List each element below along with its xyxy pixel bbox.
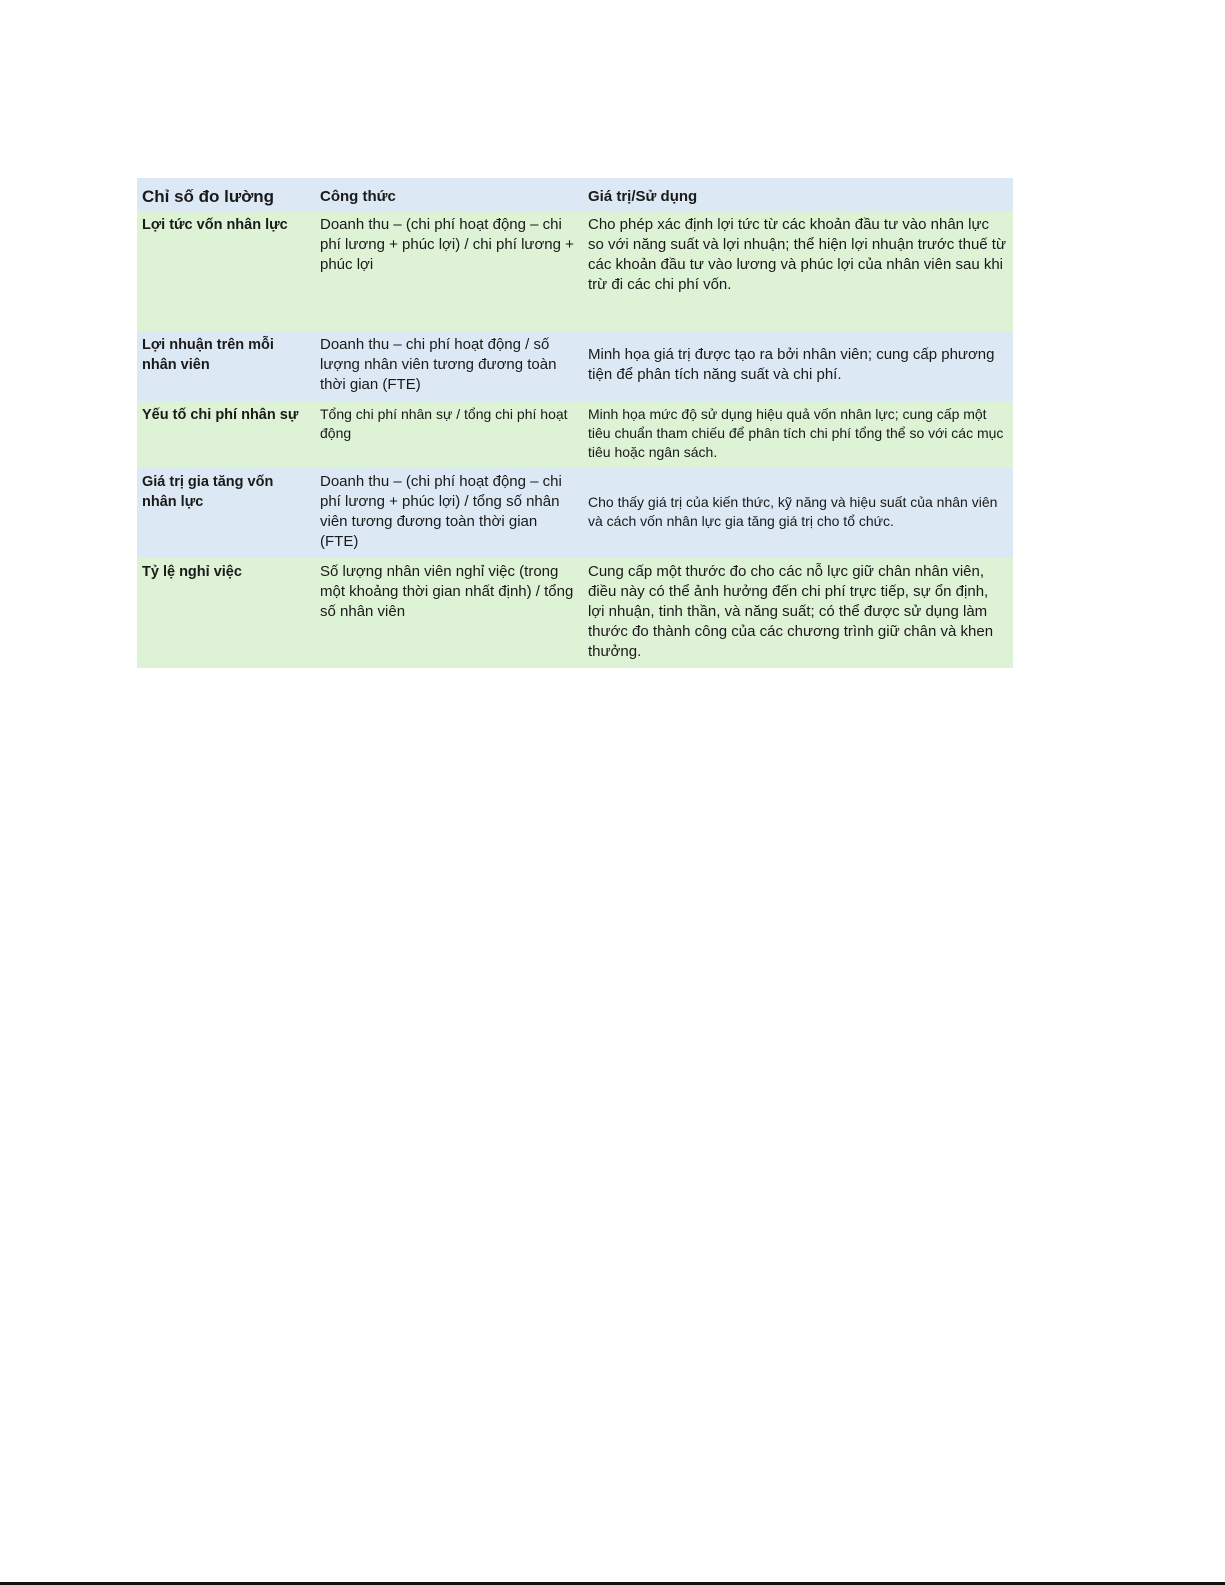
formula-cell: Doanh thu – (chi phí hoạt động – chi phí lương + phúc lợi) / chi phí lương + phúc lợi [320, 216, 574, 273]
table-row [137, 211, 1013, 331]
value-cell: Minh họa mức độ sử dụng hiệu quả vốn nhân lực; cung cấp một tiêu chuẩn tham chiếu để phân tích chi phí tổng thể so với các mục tiêu hoặc ngân sách. [588, 406, 1004, 460]
formula-cell: Tổng chi phí nhân sự / tổng chi phí hoạt động [320, 406, 568, 441]
header-value: Giá trị/Sử dụng [588, 188, 698, 205]
metric-cell: Giá trị gia tăng vốn nhân lực [142, 474, 274, 510]
header-metric: Chỉ số đo lường [142, 187, 275, 206]
table-row [137, 331, 1013, 401]
value-cell: Cho thấy giá trị của kiến thức, kỹ năng và hiệu suất của nhân viên và cách vốn nhân lực gia tăng giá trị cho tổ chức. [588, 494, 998, 529]
value-cell: Minh họa giá trị được tạo ra bởi nhân viên; cung cấp phương tiện để phân tích năng suất và chi phí. [588, 346, 995, 383]
hr-metrics-table-container [137, 178, 1013, 668]
header-formula: Công thức [320, 188, 396, 205]
table-row [137, 401, 1013, 468]
formula-cell: Doanh thu – chi phí hoạt động / số lượng nhân viên tương đương toàn thời gian (FTE) [320, 336, 557, 393]
metric-cell: Tỷ lệ nghỉ việc [142, 564, 242, 580]
formula-cell: Doanh thu – (chi phí hoạt động – chi phí lương + phúc lợi) / tổng số nhân viên tương đương toàn thời gian (FTE) [320, 473, 562, 550]
value-cell: Cho phép xác định lợi tức từ các khoản đầu tư vào nhân lực so với năng suất và lợi nhuận; thể hiện lợi nhuận trước thuế từ các khoản đầu tư vào lương và phúc lợi của nhân viên sau khi trừ đi các chi phí vốn. [588, 216, 1007, 293]
value-cell: Cung cấp một thước đo cho các nỗ lực giữ chân nhân viên, điều này có thể ảnh hưởng đến chi phí trực tiếp, sự ổn định, lợi nhuận, tinh thần, và năng suất; có thể được sử dụng làm thước đo thành công của các chương trình giữ chân và khen thưởng. [588, 563, 994, 660]
table-header-row [137, 178, 1013, 211]
formula-cell: Số lượng nhân viên nghỉ việc (trong một khoảng thời gian nhất định) / tổng số nhân viên [320, 563, 574, 620]
hr-metrics-table [137, 178, 1013, 668]
table-row [137, 558, 1013, 668]
metric-cell: Lợi tức vốn nhân lực [142, 217, 288, 233]
metric-cell: Lợi nhuận trên mỗi nhân viên [142, 337, 274, 373]
metric-cell: Yếu tố chi phí nhân sự [142, 407, 299, 423]
table-row [137, 468, 1013, 558]
